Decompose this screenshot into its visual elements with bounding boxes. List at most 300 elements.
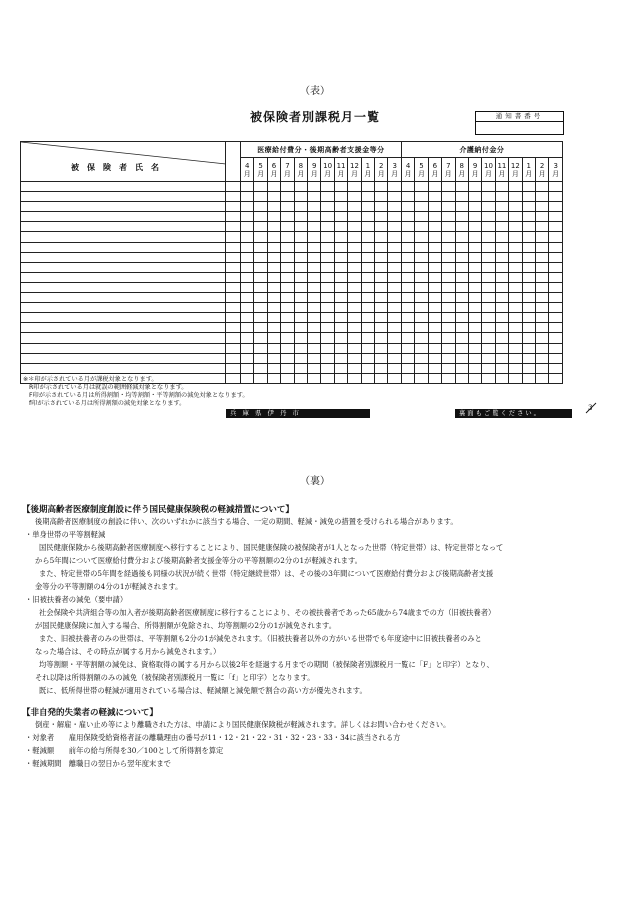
- month-cell: [468, 343, 481, 353]
- care-month-header: 2 月: [535, 158, 548, 182]
- month-cell: [254, 282, 267, 292]
- month-cell: [241, 363, 254, 373]
- insured-name-cell: [21, 323, 226, 333]
- month-cell: [468, 202, 481, 212]
- month-cell: [321, 222, 334, 232]
- month-cell: [267, 252, 280, 262]
- month-cell: [522, 182, 535, 192]
- medical-month-header: 1 月: [361, 158, 374, 182]
- month-cell: [361, 202, 374, 212]
- medical-month-header: 12 月: [348, 158, 361, 182]
- month-cell: [401, 202, 414, 212]
- month-cell: [254, 242, 267, 252]
- month-cell: [468, 282, 481, 292]
- month-cell: [334, 272, 347, 282]
- month-cell: [294, 282, 307, 292]
- month-cell: [509, 373, 522, 383]
- month-cell: [388, 202, 401, 212]
- month-cell: [495, 303, 508, 313]
- month-cell: [308, 192, 321, 202]
- month-cell: [321, 202, 334, 212]
- month-cell: [549, 182, 563, 192]
- month-cell: [254, 373, 267, 383]
- month-cell: [361, 212, 374, 222]
- note-line: F印が示されている月は所得割額・均等割額・平等割額の減免対象となります。: [29, 392, 249, 399]
- front-side-label: （表）: [300, 86, 330, 97]
- month-cell: [522, 192, 535, 202]
- month-cell: [348, 222, 361, 232]
- month-cell: [535, 252, 548, 262]
- month-cell: [509, 182, 522, 192]
- month-cell: [388, 363, 401, 373]
- table-row: [21, 323, 563, 333]
- month-cell: [428, 262, 441, 272]
- month-cell: [549, 192, 563, 202]
- month-cell: [241, 293, 254, 303]
- month-cell: [482, 212, 495, 222]
- blank-header: [226, 142, 241, 182]
- month-cell: [281, 272, 294, 282]
- blank-cell: [226, 333, 241, 343]
- name-header-label: 被保険者氏名: [71, 163, 167, 172]
- month-cell: [522, 333, 535, 343]
- body-line: なった場合は、その時点が属する月から減免されます。）: [35, 647, 221, 656]
- note-line: ※＊印が示されている月が課税対象となります。: [23, 376, 158, 383]
- month-cell: [241, 303, 254, 313]
- month-cell: [308, 293, 321, 303]
- month-cell: [535, 222, 548, 232]
- table-row: [21, 343, 563, 353]
- month-cell: [388, 313, 401, 323]
- month-cell: [375, 353, 388, 363]
- month-cell: [401, 272, 414, 282]
- care-month-header: 1 月: [522, 158, 535, 182]
- month-cell: [415, 242, 428, 252]
- month-cell: [509, 222, 522, 232]
- month-cell: [241, 262, 254, 272]
- month-cell: [509, 252, 522, 262]
- month-cell: [428, 303, 441, 313]
- month-cell: [535, 262, 548, 272]
- month-cell: [522, 293, 535, 303]
- month-cell: [361, 252, 374, 262]
- month-cell: [428, 293, 441, 303]
- month-cell: [428, 323, 441, 333]
- month-cell: [294, 293, 307, 303]
- month-cell: [509, 262, 522, 272]
- month-cell: [361, 293, 374, 303]
- month-cell: [348, 272, 361, 282]
- month-cell: [442, 262, 455, 272]
- month-cell: [401, 303, 414, 313]
- insured-name-cell: [21, 282, 226, 292]
- month-cell: [428, 272, 441, 282]
- month-cell: [361, 282, 374, 292]
- month-cell: [401, 363, 414, 373]
- month-cell: [267, 282, 280, 292]
- section-body-unemployed: [25, 718, 610, 770]
- month-cell: [334, 303, 347, 313]
- month-cell: [254, 293, 267, 303]
- month-cell: [495, 353, 508, 363]
- month-cell: [522, 212, 535, 222]
- insured-name-cell: [21, 333, 226, 343]
- month-cell: [294, 242, 307, 252]
- month-cell: [281, 202, 294, 212]
- month-cell: [455, 343, 468, 353]
- month-cell: [254, 333, 267, 343]
- month-cell: [308, 313, 321, 323]
- month-cell: [321, 313, 334, 323]
- month-cell: [415, 293, 428, 303]
- month-cell: [442, 222, 455, 232]
- month-cell: [281, 373, 294, 383]
- insured-name-cell: [21, 293, 226, 303]
- month-cell: [495, 202, 508, 212]
- month-cell: [375, 212, 388, 222]
- month-cell: [388, 192, 401, 202]
- month-cell: [361, 192, 374, 202]
- month-cell: [401, 222, 414, 232]
- month-cell: [334, 222, 347, 232]
- month-cell: [361, 363, 374, 373]
- month-cell: [468, 252, 481, 262]
- month-cell: [509, 333, 522, 343]
- month-cell: [455, 303, 468, 313]
- month-cell: [468, 222, 481, 232]
- month-cell: [495, 212, 508, 222]
- month-cell: [348, 303, 361, 313]
- medical-month-header: 11 月: [334, 158, 347, 182]
- diagonal-line: [21, 142, 226, 180]
- month-cell: [375, 262, 388, 272]
- month-cell: [535, 242, 548, 252]
- month-cell: [321, 232, 334, 242]
- month-cell: [415, 272, 428, 282]
- month-cell: [401, 262, 414, 272]
- month-cell: [281, 232, 294, 242]
- month-cell: [254, 353, 267, 363]
- medical-month-header: 9 月: [308, 158, 321, 182]
- month-cell: [334, 192, 347, 202]
- care-month-header: 3 月: [549, 158, 563, 182]
- month-cell: [267, 303, 280, 313]
- care-month-header: 9 月: [468, 158, 481, 182]
- month-cell: [549, 353, 563, 363]
- month-cell: [267, 293, 280, 303]
- month-cell: [294, 212, 307, 222]
- month-cell: [495, 242, 508, 252]
- month-cell: [455, 222, 468, 232]
- month-cell: [535, 313, 548, 323]
- table-row: [21, 313, 563, 323]
- month-cell: [549, 262, 563, 272]
- month-cell: [535, 373, 548, 383]
- month-cell: [334, 353, 347, 363]
- month-cell: [549, 333, 563, 343]
- month-cell: [334, 252, 347, 262]
- month-cell: [509, 202, 522, 212]
- month-cell: [281, 333, 294, 343]
- month-cell: [495, 262, 508, 272]
- month-cell: [267, 363, 280, 373]
- month-cell: [415, 222, 428, 232]
- month-cell: [415, 282, 428, 292]
- month-cell: [267, 212, 280, 222]
- month-cell: [388, 282, 401, 292]
- month-cell: [495, 343, 508, 353]
- month-cell: [388, 333, 401, 343]
- month-cell: [509, 192, 522, 202]
- month-cell: [388, 222, 401, 232]
- page-fraction-number: 3: [588, 404, 593, 412]
- blank-cell: [226, 272, 241, 282]
- month-cell: [415, 313, 428, 323]
- month-cell: [348, 212, 361, 222]
- month-cell: [241, 222, 254, 232]
- month-cell: [348, 232, 361, 242]
- medical-month-header: 3 月: [388, 158, 401, 182]
- month-cell: [415, 343, 428, 353]
- month-cell: [482, 293, 495, 303]
- month-cell: [361, 343, 374, 353]
- body-line: それ以降は所得割額のみの減免（被保険者別課税月一覧に「f」と印字）となります。: [35, 673, 315, 682]
- table-row: [21, 282, 563, 292]
- month-cell: [334, 262, 347, 272]
- month-cell: [482, 323, 495, 333]
- month-cell: [509, 323, 522, 333]
- month-cell: [308, 323, 321, 333]
- month-cell: [321, 252, 334, 262]
- month-cell: [388, 252, 401, 262]
- blank-cell: [226, 182, 241, 192]
- month-cell: [294, 232, 307, 242]
- month-cell: [509, 343, 522, 353]
- month-cell: [415, 232, 428, 242]
- body-line: 倒産・解雇・雇い止め等により離職された方は、申請により国民健康保険税が軽減されます。詳しくはお問い合わせください。: [35, 720, 451, 729]
- table-row: [21, 262, 563, 272]
- body-line: また、旧被扶養者のみの世帯は、平等割額も2分の1が減免されます。（旧被扶養者以外の方がいる世帯でも年度途中に旧被扶養者のみと: [39, 634, 482, 643]
- month-cell: [401, 333, 414, 343]
- month-cell: [388, 343, 401, 353]
- month-cell: [468, 212, 481, 222]
- month-cell: [495, 313, 508, 323]
- month-cell: [442, 232, 455, 242]
- month-cell: [281, 222, 294, 232]
- month-cell: [361, 323, 374, 333]
- month-cell: [549, 242, 563, 252]
- month-cell: [375, 373, 388, 383]
- month-cell: [267, 192, 280, 202]
- month-cell: [535, 333, 548, 343]
- month-cell: [428, 353, 441, 363]
- month-cell: [267, 202, 280, 212]
- month-cell: [455, 282, 468, 292]
- month-cell: [401, 182, 414, 192]
- section-title-elderly: 【後期高齢者医療制度創設に伴う国民健康保険税の軽減措置について】: [22, 505, 294, 515]
- month-cell: [241, 212, 254, 222]
- month-cell: [348, 333, 361, 343]
- month-cell: [388, 232, 401, 242]
- month-cell: [267, 373, 280, 383]
- blank-cell: [226, 282, 241, 292]
- month-cell: [495, 323, 508, 333]
- month-cell: [281, 252, 294, 262]
- month-cell: [415, 373, 428, 383]
- month-cell: [442, 293, 455, 303]
- month-cell: [415, 192, 428, 202]
- month-cell: [468, 293, 481, 303]
- month-cell: [535, 293, 548, 303]
- month-cell: [549, 202, 563, 212]
- month-cell: [535, 303, 548, 313]
- table-row: [21, 252, 563, 262]
- care-month-header: 5 月: [415, 158, 428, 182]
- month-cell: [495, 232, 508, 242]
- month-cell: [241, 192, 254, 202]
- blank-cell: [226, 343, 241, 353]
- table-row: [21, 353, 563, 363]
- section-title-unemployed: 【非自発的失業者の軽減について】: [22, 708, 158, 718]
- month-cell: [522, 272, 535, 282]
- month-cell: [535, 182, 548, 192]
- blank-cell: [226, 363, 241, 373]
- month-cell: [321, 363, 334, 373]
- month-cell: [482, 282, 495, 292]
- month-cell: [468, 232, 481, 242]
- name-column-header: [21, 142, 226, 182]
- month-cell: [522, 222, 535, 232]
- month-cell: [415, 303, 428, 313]
- month-cell: [294, 252, 307, 262]
- month-cell: [321, 212, 334, 222]
- month-cell: [321, 182, 334, 192]
- month-cell: [549, 343, 563, 353]
- month-cell: [482, 303, 495, 313]
- month-cell: [442, 182, 455, 192]
- month-cell: [254, 323, 267, 333]
- month-cell: [294, 323, 307, 333]
- insured-name-cell: [21, 212, 226, 222]
- month-cell: [509, 313, 522, 323]
- month-cell: [535, 353, 548, 363]
- month-cell: [361, 333, 374, 343]
- month-cell: [401, 212, 414, 222]
- month-cell: [509, 272, 522, 282]
- care-month-header: 11 月: [495, 158, 508, 182]
- month-cell: [294, 272, 307, 282]
- month-cell: [428, 202, 441, 212]
- month-cell: [549, 363, 563, 373]
- month-cell: [294, 363, 307, 373]
- month-cell: [348, 252, 361, 262]
- month-cell: [281, 363, 294, 373]
- page-title: 被保険者別課税月一覧: [249, 110, 380, 124]
- medical-month-header: 2 月: [375, 158, 388, 182]
- month-cell: [281, 182, 294, 192]
- insured-name-cell: [21, 192, 226, 202]
- medical-group-header: 医療給付費分・後期高齢者支援金等分: [241, 142, 402, 158]
- blank-cell: [226, 323, 241, 333]
- month-cell: [415, 333, 428, 343]
- medical-month-header: 7 月: [281, 158, 294, 182]
- month-cell: [455, 262, 468, 272]
- month-cell: [267, 242, 280, 252]
- month-cell: [321, 192, 334, 202]
- blank-cell: [226, 303, 241, 313]
- month-cell: [388, 272, 401, 282]
- month-cell: [254, 303, 267, 313]
- month-cell: [415, 353, 428, 363]
- month-cell: [535, 232, 548, 242]
- month-cell: [455, 232, 468, 242]
- month-cell: [267, 232, 280, 242]
- month-cell: [334, 282, 347, 292]
- month-cell: [308, 222, 321, 232]
- month-cell: [509, 363, 522, 373]
- month-cell: [348, 293, 361, 303]
- month-cell: [241, 182, 254, 192]
- month-cell: [375, 222, 388, 232]
- month-cell: [388, 212, 401, 222]
- month-cell: [308, 262, 321, 272]
- month-cell: [522, 242, 535, 252]
- month-cell: [321, 242, 334, 252]
- month-cell: [442, 212, 455, 222]
- month-cell: [455, 212, 468, 222]
- month-cell: [415, 323, 428, 333]
- month-cell: [455, 373, 468, 383]
- month-cell: [415, 363, 428, 373]
- month-cell: [401, 293, 414, 303]
- care-month-header: 8 月: [455, 158, 468, 182]
- table-row: [21, 303, 563, 313]
- month-cell: [254, 192, 267, 202]
- month-cell: [254, 222, 267, 232]
- month-cell: [549, 272, 563, 282]
- month-cell: [522, 232, 535, 242]
- month-cell: [482, 333, 495, 343]
- month-cell: [321, 353, 334, 363]
- month-cell: [267, 272, 280, 282]
- month-cell: [361, 353, 374, 363]
- blank-cell: [226, 293, 241, 303]
- insured-name-cell: [21, 343, 226, 353]
- month-cell: [254, 212, 267, 222]
- month-cell: [428, 373, 441, 383]
- month-cell: [241, 323, 254, 333]
- month-cell: [321, 373, 334, 383]
- blank-cell: [226, 313, 241, 323]
- month-cell: [388, 182, 401, 192]
- tax-month-table: [20, 141, 563, 384]
- month-cell: [468, 363, 481, 373]
- month-cell: [509, 353, 522, 363]
- month-cell: [281, 353, 294, 363]
- month-cell: [308, 282, 321, 292]
- month-cell: [334, 333, 347, 343]
- month-cell: [442, 282, 455, 292]
- month-cell: [267, 262, 280, 272]
- month-cell: [401, 343, 414, 353]
- month-cell: [442, 333, 455, 343]
- month-cell: [361, 373, 374, 383]
- month-cell: [308, 373, 321, 383]
- month-cell: [334, 232, 347, 242]
- month-cell: [281, 192, 294, 202]
- month-cell: [468, 262, 481, 272]
- month-cell: [254, 182, 267, 192]
